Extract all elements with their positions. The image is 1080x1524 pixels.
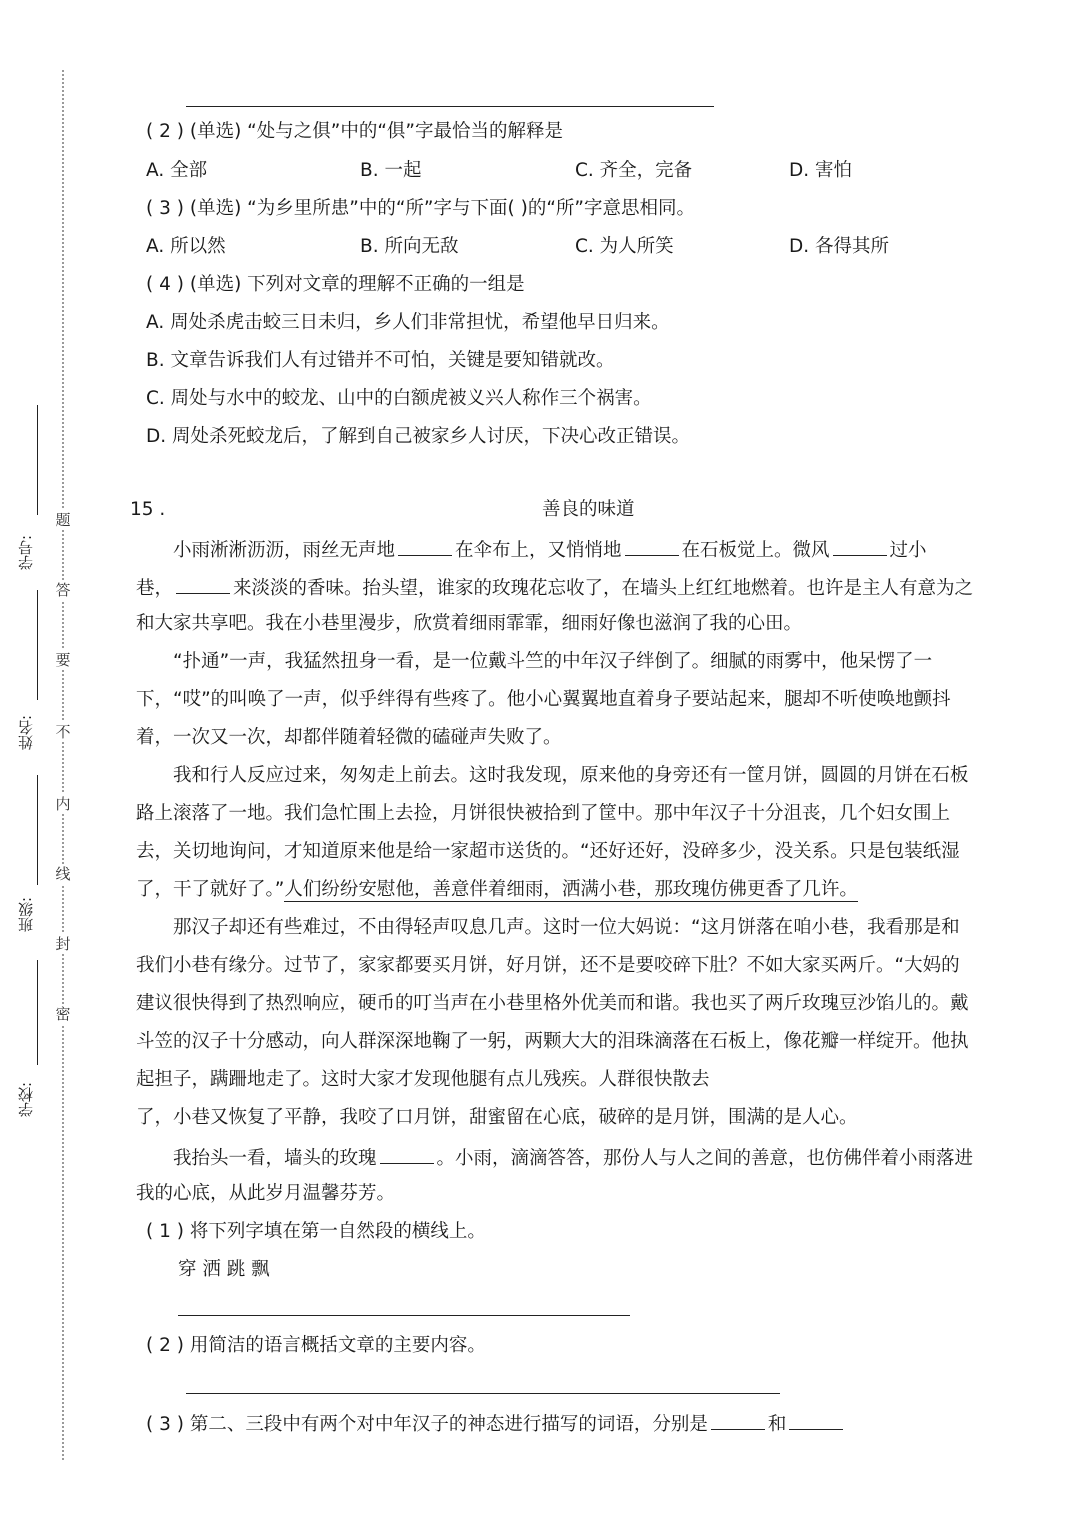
passage-title: 善良的味道: [542, 499, 635, 520]
seal-char: 密: [53, 1004, 73, 1024]
passage-line: 我的心底，从此岁月温馨芬芳。: [136, 1183, 396, 1204]
answer-line: [186, 106, 714, 107]
q3-stem: ( 3 ) (单选) “为乡里所患”中的“所”字与下面( )的“所”字意思相同。: [146, 198, 695, 219]
passage-line: 那汉子却还有些难过，不由得轻声叹息几声。这时一位大妈说：“这月饼落在咱小巷，我看那是和: [173, 917, 960, 938]
fill-blank[interactable]: [176, 574, 230, 594]
fill-blank[interactable]: [625, 536, 679, 556]
school-label: 学校:: [17, 1081, 35, 1117]
passage-line: 小雨淅淅沥沥，雨丝无声地 在伞布上，又悄悄地 在石板觉上。微风 过小: [173, 536, 927, 563]
q4-option-b: B. 文章告诉我们人有过错并不可怕，关键是要知错就改。: [146, 350, 615, 371]
fill-blank[interactable]: [711, 1410, 765, 1430]
passage-line: 斗笠的汉子十分感动，向人群深深地鞠了一躬，两颗大大的泪珠滴落在石板上，像花瓣一样绽开。他执: [136, 1031, 969, 1052]
passage-line: 着，一次又一次，却都伴随着轻微的磕碰声失败了。: [136, 727, 562, 748]
q4-option-d: D. 周处杀死蛟龙后，了解到自己被家乡人讨厌，下决心改正错误。: [146, 426, 691, 447]
q4-option-a: A. 周处杀虎击蛟三日未归，乡人们非常担忧，希望他早日归来。: [146, 312, 670, 333]
q2-option-d: D. 害怕: [789, 160, 853, 181]
sub1-chars: 穿 洒 跳 飘: [178, 1259, 270, 1280]
q4-option-c: C. 周处与水中的蛟龙、山中的白额虎被义兴人称作三个祸害。: [146, 388, 652, 409]
seal-char: 封: [53, 934, 73, 954]
class-line: [37, 775, 38, 885]
passage-line: 我和行人反应过来，匆匆走上前去。这时我发现，原来他的身旁还有一筐月饼，圆圆的月饼在石板: [173, 765, 969, 786]
sub2-stem: ( 2 ) 用简洁的语言概括文章的主要内容。: [146, 1335, 486, 1356]
passage-line: 去，关切地询问，才知道原来他是给一家超市送货的。“还好还好，没碎多少，没关系。只是包装纸湿: [136, 841, 960, 862]
passage-line: 巷， 来淡淡的香味。抬头望，谁家的玫瑰花忘收了，在墙头上红红地燃着。也许是主人有意为之: [136, 574, 973, 601]
answer-line[interactable]: [186, 1393, 780, 1394]
passage-line: 我们小巷有缘分。过节了，家家都要买月饼，好月饼，还不是要咬碎下肚？不如大家买两斤。“大妈的: [136, 955, 960, 976]
q2-option-a: A. 全部: [146, 160, 208, 181]
school-line: [37, 960, 38, 1065]
student-no-line: [37, 405, 38, 515]
seal-dotted-line: [62, 70, 64, 1460]
q3-option-d: D. 各得其所: [789, 236, 890, 257]
sub1-stem: ( 1 ) 将下列字填在第一自然段的横线上。: [146, 1221, 486, 1242]
name-label: 姓名:: [17, 714, 35, 750]
passage-line: 了，小巷又恢复了平静，我咬了口月饼，甜蜜留在心底，破碎的是月饼，围满的是人心。: [136, 1107, 858, 1128]
q3-option-c: C. 为人所笑: [575, 236, 674, 257]
passage-line: 建议很快得到了热烈响应，硬币的叮当声在小巷里格外优美而和谐。我也买了两斤玫瑰豆沙馅儿的。戴: [136, 993, 969, 1014]
q4-stem: ( 4 ) (单选) 下列对文章的理解不正确的一组是: [146, 274, 525, 295]
class-label: 班级:: [17, 896, 35, 932]
seal-char: 线: [53, 864, 73, 884]
q2-option-c: C. 齐全，完备: [575, 160, 693, 181]
passage-line: 我抬头一看，墙头的玫瑰 。小雨，滴滴答答，那份人与人之间的善意，也仿佛伴着小雨落进: [173, 1144, 973, 1171]
seal-char: 内: [53, 794, 73, 814]
sub3-stem: ( 3 ) 第二、三段中有两个对中年汉子的神态进行描写的词语，分别是 和: [146, 1410, 846, 1437]
student-no-label: 学号:: [17, 534, 35, 570]
passage-line: 和大家共享吧。我在小巷里漫步，欣赏着细雨霏霏，细雨好像也滋润了我的心田。: [136, 613, 803, 634]
fill-blank[interactable]: [398, 536, 452, 556]
passage-line: 路上滚落了一地。我们急忙围上去捡，月饼很快被拾到了筐中。那中年汉子十分沮丧，几个妇女围上: [136, 803, 951, 824]
fill-blank[interactable]: [789, 1410, 843, 1430]
seal-char: 题: [53, 510, 73, 530]
underlined-sentence: 人们纷纷安慰他，善意伴着细雨，洒满小巷，那玫瑰仿佛更香了几许。: [284, 879, 858, 900]
seal-char: 不: [53, 722, 73, 742]
question-number: 15 .: [130, 499, 166, 520]
name-line: [37, 590, 38, 700]
answer-line[interactable]: [178, 1315, 630, 1316]
q2-stem: ( 2 ) (单选) “处与之俱”中的“俱”字最恰当的解释是: [146, 121, 564, 142]
passage-line: “扑通”一声，我猛然扭身一看，是一位戴斗竺的中年汉子绊倒了。细腻的雨雾中，他呆愣了一: [173, 651, 933, 672]
fill-blank[interactable]: [833, 536, 887, 556]
seal-char: 要: [53, 650, 73, 670]
seal-char: 答: [53, 580, 73, 600]
q2-option-b: B. 一起: [360, 160, 422, 181]
fill-blank[interactable]: [380, 1144, 434, 1164]
passage-line: 下，“哎”的叫唤了一声，似乎绊得有些疼了。他小心翼翼地直着身子要站起来，腿却不听使唤地颤抖: [136, 689, 951, 710]
passage-line: 了，干了就好了。”人们纷纷安慰他，善意伴着细雨，洒满小巷，那玫瑰仿佛更香了几许。: [136, 879, 858, 900]
q3-option-b: B. 所向无敌: [360, 236, 459, 257]
q3-option-a: A. 所以然: [146, 236, 226, 257]
passage-line: 起担子，蹒跚地走了。这时大家才发现他腿有点儿残疾。人群很快散去: [136, 1069, 710, 1090]
